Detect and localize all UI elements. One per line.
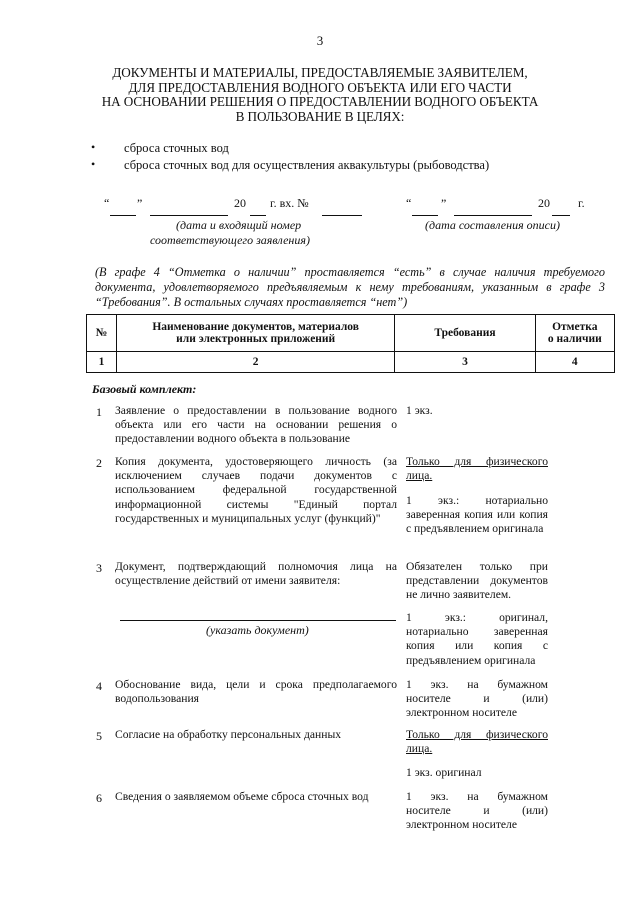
item-text: Копия документа, удостоверяющего личность (за исключением случаев подачи документов с использованием федеральной государственной информационной системы "Единый портал государственных и муниципальных услуг (функций)" (115, 455, 397, 525)
col-number-header: № (87, 315, 117, 352)
bullet-item (91, 157, 490, 173)
left-year: 20 (234, 196, 246, 210)
right-quote-open: “ (406, 196, 412, 210)
section-title: Базовый комплект: (92, 382, 197, 396)
left-quote-open: “ (104, 196, 110, 210)
title-line-4: В ПОЛЬЗОВАНИЕ В ЦЕЛЯХ: (235, 108, 405, 124)
item-text: Сведения о заявляемом объеме сброса сточных вод (115, 790, 369, 803)
item-requirement-condition: Только для физического лица. (406, 728, 548, 756)
bullet-text: сброса сточных вод (124, 141, 229, 155)
documents-table-header (86, 314, 615, 373)
bullet-icon: • (91, 157, 96, 171)
col-index-1: 1 (87, 352, 117, 373)
right-caption: (дата составления описи) (425, 218, 560, 232)
item-number: 1 (96, 405, 102, 419)
document-entry-line (120, 620, 396, 621)
title-line-1: ДОКУМЕНТЫ И МАТЕРИАЛЫ, ПРЕДОСТАВЛЯЕМЫЕ ЗАЯВИТЕЛЕМ, (112, 65, 528, 80)
col-index-4: 4 (535, 352, 614, 373)
right-year-suffix: г. (578, 196, 585, 210)
instruction-note: (В графе 4 “Отметка о наличии” проставляется “есть” в случае наличия требуемого документа, удовлетворяемого предъявляемым к нему требованиям, указанным в графе 3 “Требования”. В остальных случаях проставляется “нет”) (95, 265, 605, 309)
item-number: 6 (96, 791, 102, 805)
title-line-3: НА ОСНОВАНИИ РЕШЕНИЯ О ПРЕДОСТАВЛЕНИИ ВОДНОГО ОБЪЕКТА (101, 94, 539, 109)
col-name-header-line-2: или электронных приложений (176, 333, 336, 345)
document-entry-caption: (указать документ) (206, 623, 309, 637)
left-month-line (150, 215, 228, 216)
right-day-line (412, 215, 438, 216)
left-day-line (110, 215, 136, 216)
col-name-header-line-1: Наименование документов, материалов (152, 321, 359, 333)
left-incoming-label: г. вх. № (270, 196, 309, 210)
col-presence-header-line-1: Отметка (552, 321, 598, 333)
page-number: 3 (316, 33, 324, 48)
item-text: Согласие на обработку персональных данных (115, 728, 342, 741)
item-requirement: 1 экз. на бумажном носителе и (или) электронном носителе (406, 790, 548, 832)
col-requirements-header: Требования (395, 315, 535, 352)
item-requirement: 1 экз. на бумажном носителе и (или) электронном носителе (406, 678, 548, 720)
left-quote-close: ” (137, 196, 143, 210)
right-year-line (552, 215, 570, 216)
item-requirement-condition: Только для физического лица. (406, 455, 548, 483)
bullet-text: сброса сточных вод для осуществления аквакультуры (рыбоводства) (124, 158, 490, 172)
col-index-2: 2 (116, 352, 394, 373)
col-index-3: 3 (395, 352, 535, 373)
left-year-line (250, 215, 266, 216)
bullet-icon: • (91, 140, 96, 154)
item-number: 2 (96, 456, 102, 470)
left-number-line (322, 215, 362, 216)
right-year: 20 (538, 196, 550, 210)
left-caption-2: соответствующего заявления) (150, 233, 310, 247)
item-requirement: 1 экз.: оригинал, нотариально заверенная копия или копия с предъявлением оригинала (406, 611, 548, 667)
item-text: Документ, подтверждающий полномочия лица на осуществление действий от имени заявителя: (115, 560, 397, 588)
item-requirement-condition: Обязателен только при представлении документов не лично заявителем. (406, 560, 548, 602)
left-caption-1: (дата и входящий номер (176, 218, 302, 232)
item-number: 3 (96, 561, 102, 575)
item-requirement: 1 экз. оригинал (406, 766, 482, 779)
bullet-item (91, 140, 229, 156)
col-name-header (116, 315, 394, 352)
col-presence-header (535, 315, 614, 352)
right-month-line (454, 215, 532, 216)
item-number: 4 (96, 679, 102, 693)
item-text: Заявление о предоставлении в пользование водного объекта или его части на основании решения о предоставлении водного объекта в пользование (115, 404, 397, 446)
item-requirement: 1 экз.: нотариально заверенная копия или копия с предъявлением оригинала (406, 494, 548, 536)
item-text: Обоснование вида, цели и срока предполагаемого водопользования (115, 678, 397, 706)
document-title (60, 66, 580, 124)
title-line-2: ДЛЯ ПРЕДОСТАВЛЕНИЯ ВОДНОГО ОБЪЕКТА ИЛИ ЕГО ЧАСТИ (128, 79, 512, 95)
right-quote-close: ” (441, 196, 447, 210)
item-requirement: 1 экз. (406, 404, 433, 417)
col-presence-header-line-2: о наличии (547, 333, 602, 345)
item-number: 5 (96, 729, 102, 743)
